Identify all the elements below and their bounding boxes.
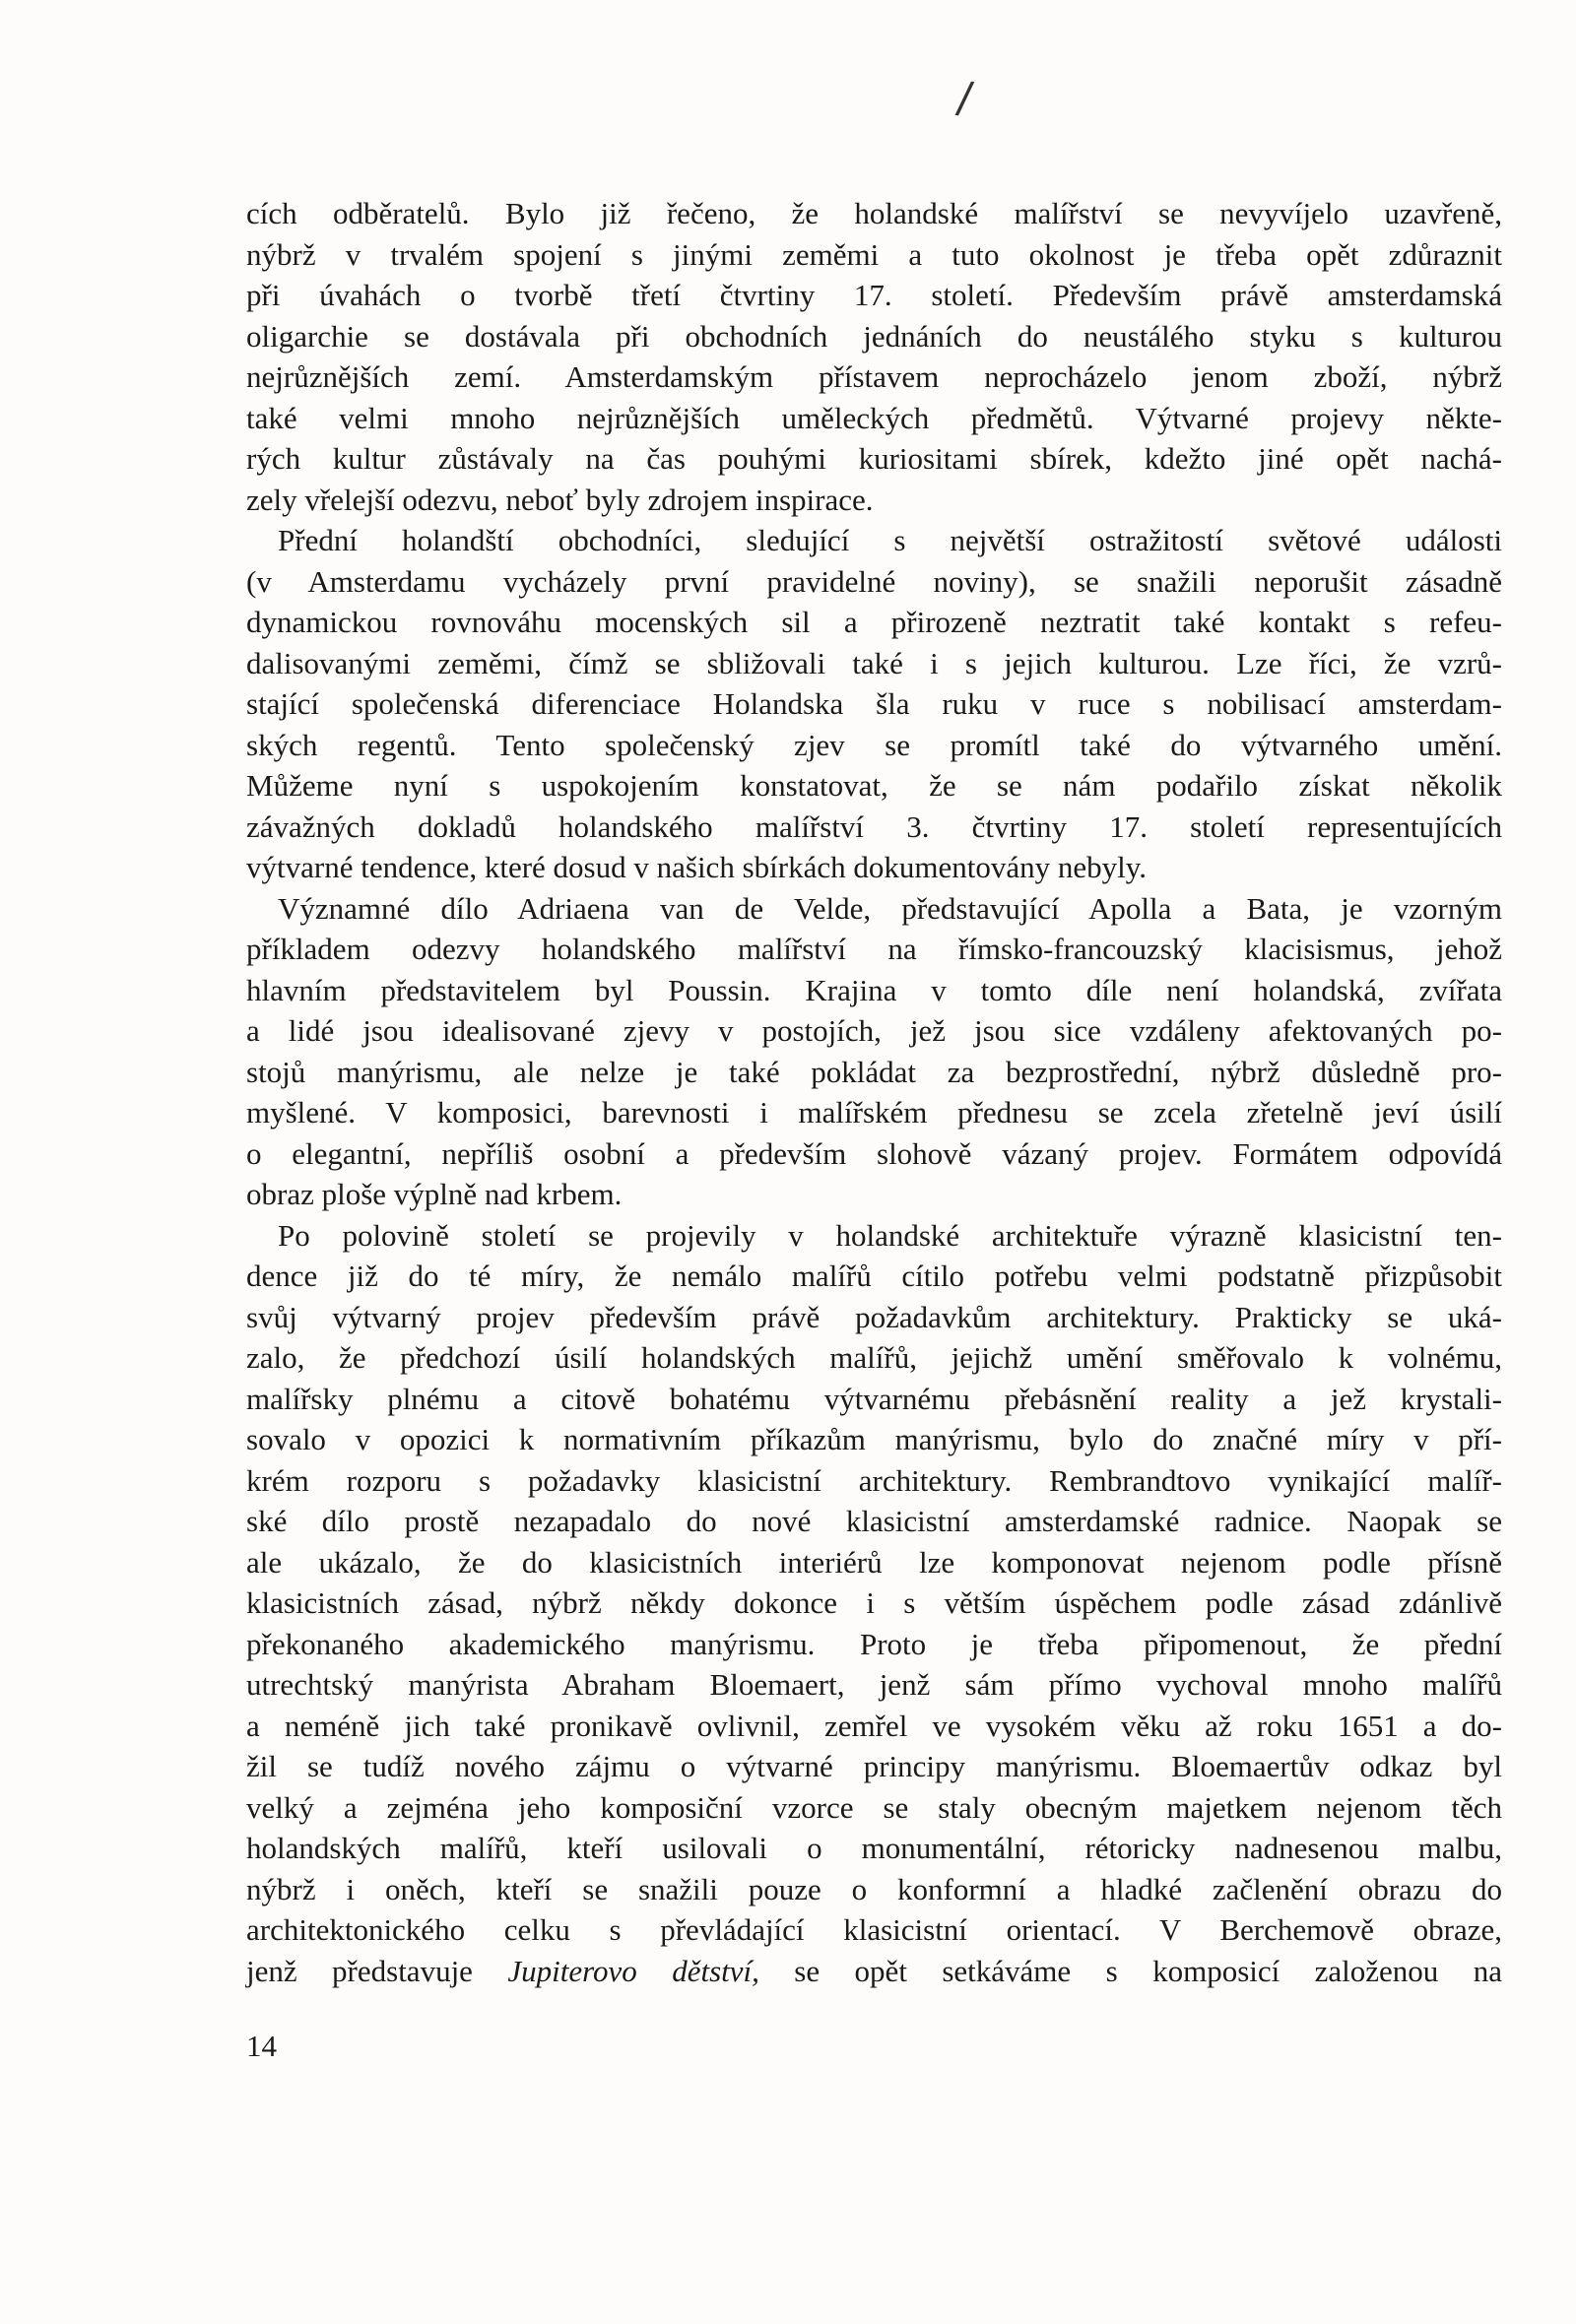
text-line: klasicistních zásad, nýbrž někdy dokonce i s větším úspěchem podle zásad zdánlivě: [246, 1585, 1502, 1620]
text-line: holandských malířů, kteří usilovali o monumentální, rétoricky nadnesenou malbu,: [246, 1831, 1502, 1865]
text-line: zalo, že předchozí úsilí holandských malířů, jejichž umění směřovalo k volnému,: [246, 1340, 1502, 1375]
text-line: závažných dokladů holandského malířství 3. čtvrtiny 17. století representujících: [246, 808, 1502, 844]
text-line: [246, 1951, 1502, 1992]
text-line: překonaného akademického manýrismu. Proto je třeba připomenout, že přední: [246, 1626, 1502, 1661]
text-line: výtvarné tendence, které dosud v našich sbírkách dokumentovány nebyly.: [246, 850, 1147, 884]
text-line: příkladem odezvy holandského malířství na římsko-francouzský klacisismus, jehož: [246, 932, 1502, 966]
text-line: Přední holandští obchodníci, sledující s největší ostražitostí světové události: [278, 523, 1502, 557]
paragraph: [246, 193, 1502, 520]
text-line: velký a zejména jeho komposiční vzorce se staly obecným majetkem nejenom těch: [246, 1789, 1502, 1825]
text-line: a neméně jich také pronikavě ovlivnil, zemřel ve vysokém věku až roku 1651 a do-: [246, 1708, 1502, 1743]
text-line: dalisovanými zeměmi, čímž se sbližovali také i s jejich kulturou. Lze říci, že vzrů-: [246, 645, 1502, 680]
text-line: Po polovině století se projevily v holandské architektuře výrazně klasicistní ten-: [278, 1217, 1502, 1253]
paragraph: [246, 1215, 1502, 1992]
text-line: sovalo v opozici k normativním příkazům manýrismu, bylo do značné míry v pří-: [246, 1422, 1502, 1456]
text-line: obraz ploše výplně nad krbem.: [246, 1177, 623, 1211]
text-line: hlavním představitelem byl Poussin. Krajina v tomto díle není holandská, zvířata: [246, 972, 1502, 1007]
page-number: 14: [246, 2029, 277, 2063]
text-line: utrechtský manýrista Abraham Bloemaert, jenž sám přímo vychoval mnoho malířů: [246, 1667, 1502, 1702]
text-line: také velmi mnoho nejrůznějších uměleckých předmětů. Výtvarné projevy někte-: [246, 400, 1502, 435]
text-line: oligarchie se dostávala při obchodních jednáních do neustálého styku s kulturou: [246, 318, 1502, 354]
text-line: a lidé jsou idealisované zjevy v postojích, jež jsou sice vzdáleny afektovaných po-: [246, 1013, 1502, 1048]
text-line: myšlené. V komposici, barevnosti i malířském přednesu se zcela zřetelně jeví úsilí: [246, 1095, 1502, 1130]
text-line: dence již do té míry, že nemálo malířů cítilo potřebu velmi podstatně přizpůsobit: [246, 1259, 1502, 1293]
text-line: ale ukázalo, že do klasicistních interiérů lze komponovat nejenom podle přísně: [246, 1544, 1502, 1580]
text-line: dynamickou rovnováhu mocenských sil a přirozeně neztratit také kontakt s refeu-: [246, 605, 1502, 639]
text-line: Významné dílo Adriaena van de Velde, představující Apolla a Bata, je vzorným: [278, 890, 1502, 926]
text-line: nýbrž i oněch, kteří se snažili pouze o konformní a hladké začlenění obrazu do: [246, 1871, 1502, 1906]
text-segment: se opět setkáváme s komposicí založenou na: [758, 1953, 1502, 1988]
text-line: ské dílo prostě nezapadalo do nové klasicistní amsterdamské radnice. Naopak se: [246, 1504, 1502, 1538]
text-line: krém rozporu s požadavky klasicistní architektury. Rembrandtovo vynikající malíř-: [246, 1462, 1502, 1498]
text-line: žil se tudíž nového zájmu o výtvarné principy manýrismu. Bloemaertův odkaz byl: [246, 1749, 1502, 1783]
text-line: malířsky plnému a citově bohatému výtvarnému přebásnění reality a jež krystali-: [246, 1381, 1502, 1416]
text-line: ských regentů. Tento společenský zjev se promítl také do výtvarného umění.: [246, 727, 1502, 762]
text-line: Můžeme nyní s uspokojením konstatovat, že se nám podařilo získat několik: [246, 768, 1502, 803]
text-line: cích odběratelů. Bylo již řečeno, že holandské malířství se nevyvíjelo uzavřeně,: [246, 196, 1502, 230]
text-line: o elegantní, nepříliš osobní a především slohově vázaný projev. Formátem odpovídá: [246, 1135, 1502, 1171]
text-line: nejrůznějších zemí. Amsterdamským přístavem neprocházelo jenom zboží, nýbrž: [246, 359, 1502, 394]
text-line: stojů manýrismu, ale nelze je také pokládat za bezprostřední, nýbrž důsledně pro-: [246, 1054, 1502, 1089]
text-line: architektonického celku s převládající klasicistní orientací. V Berchemově obraze,: [246, 1912, 1502, 1947]
text-line: nýbrž v trvalém spojení s jinými zeměmi a tuto okolnost je třeba opět zdůraznit: [246, 236, 1502, 272]
text-line: při úvahách o tvorbě třetí čtvrtiny 17. století. Především právě amsterdamská: [246, 278, 1502, 312]
text-segment: jenž představuje: [246, 1953, 508, 1988]
text-line: svůj výtvarný projev především právě požadavkům architektury. Prakticky se uká-: [246, 1299, 1502, 1334]
corner-pencil-mark: /: [953, 72, 976, 124]
text-line: (v Amsterdamu vycházely první pravidelné noviny), se snažili neporušit zásadně: [246, 563, 1502, 599]
text-line: rých kultur zůstávaly na čas pouhými kuriositami sbírek, kdežto jiné opět nachá-: [246, 441, 1502, 476]
painting-title: Jupiterovo dětství,: [507, 1953, 759, 1988]
paragraph: [246, 888, 1502, 1215]
text-line: zely vřelejší odezvu, neboť byly zdrojem inspirace.: [246, 482, 874, 517]
paragraph: [246, 520, 1502, 888]
body-text: [246, 193, 1502, 1991]
text-line: stající společenská diferenciace Holandska šla ruku v ruce s nobilisací amsterdam-: [246, 686, 1502, 721]
